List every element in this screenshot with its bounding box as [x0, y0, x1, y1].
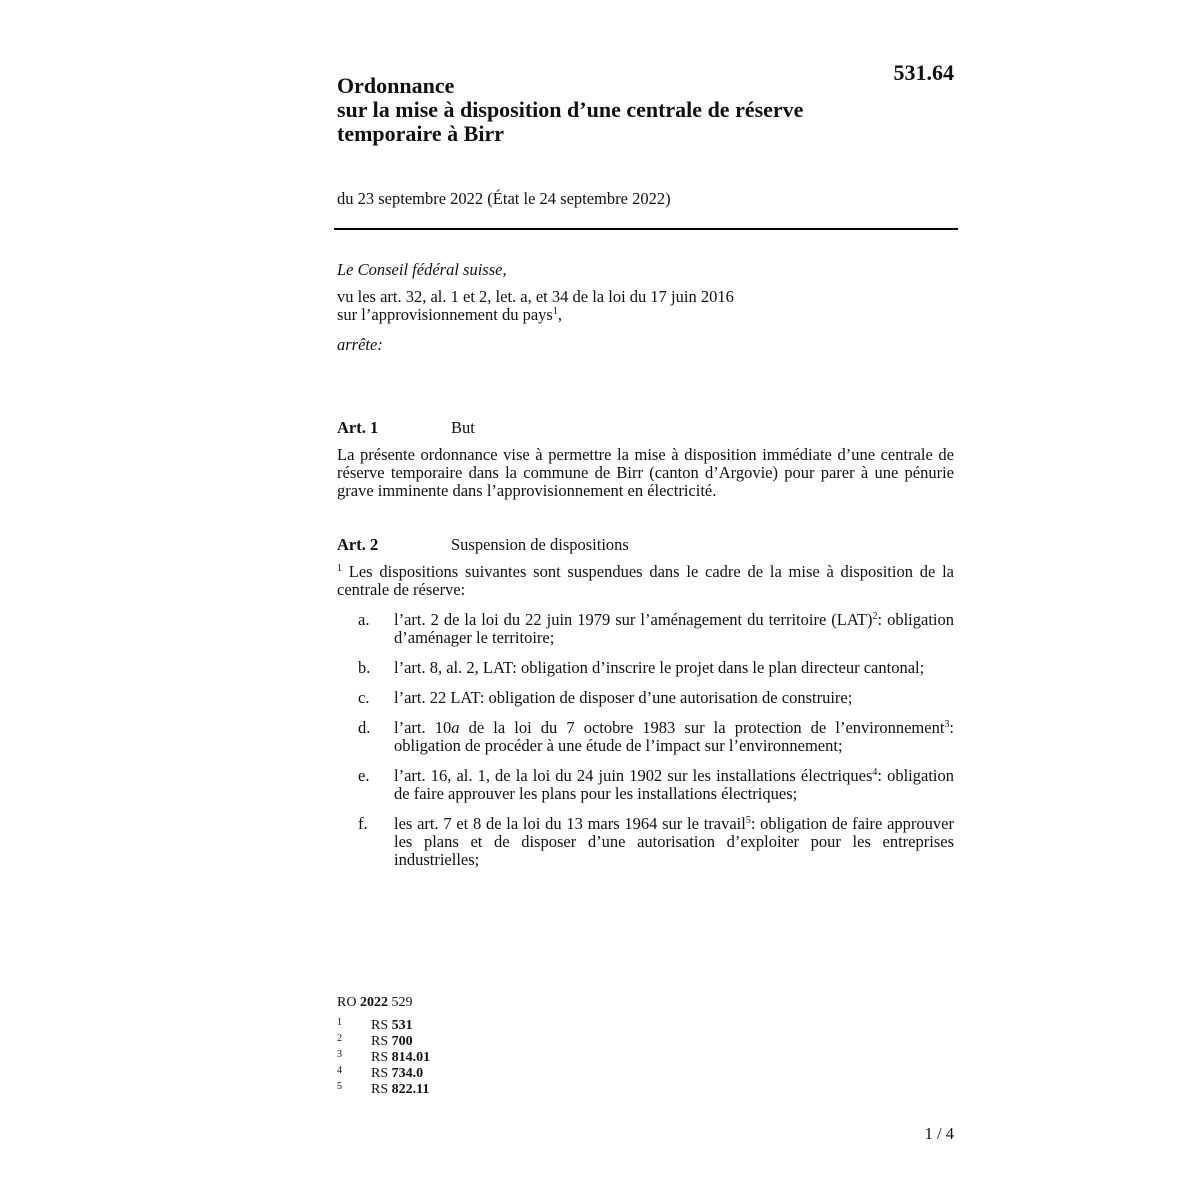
footnote-row: [337, 1079, 430, 1095]
ro-prefix: RO: [337, 995, 360, 1010]
article-2-intro: [337, 563, 954, 599]
title-line-1: Ordonnance: [337, 73, 455, 98]
list-marker: f.: [358, 814, 368, 833]
article-1-number: Art. 1: [337, 418, 379, 437]
footnote-number: 5: [337, 1081, 342, 1092]
official-compilation-ref: [337, 995, 430, 1011]
ro-page: 529: [387, 995, 413, 1010]
date-line: du 23 septembre 2022 (État le 24 septembre 2022): [337, 189, 671, 208]
footnote-ref-5[interactable]: 5: [745, 815, 751, 826]
footnotes: [337, 995, 430, 1095]
article-2-heading: [337, 535, 629, 555]
footnote-number: 3: [337, 1049, 342, 1060]
footnote-prefix: RS: [371, 1066, 392, 1081]
article-1-heading: [337, 418, 475, 438]
article-2-intro-text: Les dispositions suivantes sont suspendues dans le cadre de la mise à disposition de la centrale de réserve:: [337, 562, 954, 599]
list-item-text-end: : obligation d’aménager le territoire;: [394, 610, 954, 647]
document-number: 531.64: [893, 60, 954, 85]
legal-basis-text: sur l’approvisionnement du pays: [337, 305, 553, 324]
list-marker: c.: [358, 688, 370, 707]
list-marker: b.: [358, 658, 371, 677]
document-title: [337, 74, 897, 146]
list-item-text: l’art. 8, al. 2, LAT: obligation d’inscrire le projet dans le plan directeur cantonal;: [394, 658, 925, 677]
list-item: [337, 659, 954, 677]
header-divider: [334, 228, 958, 230]
footnote-number: 1: [337, 1017, 342, 1028]
preamble-council: Le Conseil fédéral suisse,: [337, 260, 507, 279]
list-item-text: l’art. 2 de la loi du 22 juin 1979 sur l’aménagement du territoire (LAT): [394, 610, 873, 629]
title-line-3: temporaire à Birr: [337, 121, 504, 146]
footnote-link[interactable]: 734.0: [391, 1066, 424, 1081]
footnote-number: 2: [337, 1033, 342, 1044]
preamble-decree: arrête:: [337, 335, 383, 354]
legal-basis-line-1: vu les art. 32, al. 1 et 2, let. a, et 34 de la loi du 17 juin 2016: [337, 287, 734, 306]
footnote-ref-3[interactable]: 3: [944, 719, 950, 730]
list-item: [337, 815, 954, 869]
list-item-text-end: : obligation de procéder à une étude de l’impact sur l’environnement;: [394, 718, 955, 755]
list-item-italic-letter: a: [451, 718, 460, 737]
list-marker: e.: [358, 766, 370, 785]
article-2-title: Suspension de dispositions: [451, 535, 629, 554]
footnote-number: 4: [337, 1065, 342, 1076]
article-1-title: But: [451, 418, 475, 437]
footnote-link[interactable]: 814.01: [391, 1050, 431, 1065]
provision-list: [337, 611, 954, 881]
list-item-text: l’art. 16, al. 1, de la loi du 24 juin 1902 sur les installations électriques: [394, 766, 873, 785]
footnote-link[interactable]: 822.11: [391, 1082, 430, 1097]
list-item-text: l’art. 22 LAT: obligation de disposer d’une autorisation de construire;: [394, 688, 853, 707]
article-1-text: La présente ordonnance vise à permettre la mise à disposition immédiate d’une centrale de réserve temporaire dans la commune de Birr (canton d’Argovie) pour parer à une pénurie grave imminente dans l’approvisionnement en électricité.: [337, 445, 954, 500]
footnote-ref-2[interactable]: 2: [872, 611, 878, 622]
footnote-row: [337, 1031, 430, 1047]
ro-year: 2022: [359, 995, 388, 1010]
footnote-link[interactable]: 531: [391, 1018, 413, 1033]
list-item: [337, 767, 954, 803]
footnote-row: [337, 1015, 430, 1031]
list-item: [337, 719, 954, 755]
footnote-ref-4[interactable]: 4: [872, 767, 878, 778]
preamble-legal-basis: [337, 288, 734, 324]
legal-basis-line-2: [337, 306, 734, 324]
footnote-prefix: RS: [371, 1050, 392, 1065]
footnote-row: [337, 1047, 430, 1063]
footnote-prefix: RS: [371, 1034, 392, 1049]
list-item-text-mid: de la loi du 7 octobre 1983 sur la protection de l’environnement: [459, 718, 945, 737]
list-item-text-end: : obligation de faire approuver les plans et de disposer d’une autorisation d’exploiter pour les entreprises industrielles;: [394, 814, 954, 869]
paragraph-number: 1: [337, 563, 342, 574]
list-marker: d.: [358, 718, 371, 737]
footnote-link[interactable]: 700: [391, 1034, 413, 1049]
list-item-text-end: : obligation de faire approuver les plans pour les installations électriques;: [394, 766, 954, 803]
article-2-number: Art. 2: [337, 535, 379, 554]
footnote-row: [337, 1063, 430, 1079]
list-item-text: les art. 7 et 8 de la loi du 13 mars 1964 sur le travail: [394, 814, 746, 833]
legal-basis-end: ,: [557, 305, 562, 324]
list-item: [337, 689, 954, 707]
footnote-ref-1[interactable]: 1: [552, 306, 558, 317]
footnote-prefix: RS: [371, 1082, 392, 1097]
title-line-2: sur la mise à disposition d’une centrale de réserve: [337, 97, 804, 122]
list-item-text: l’art. 10: [394, 718, 452, 737]
list-marker: a.: [358, 610, 370, 629]
page-number: 1 / 4: [924, 1124, 954, 1143]
footnote-prefix: RS: [371, 1018, 392, 1033]
list-item: [337, 611, 954, 647]
